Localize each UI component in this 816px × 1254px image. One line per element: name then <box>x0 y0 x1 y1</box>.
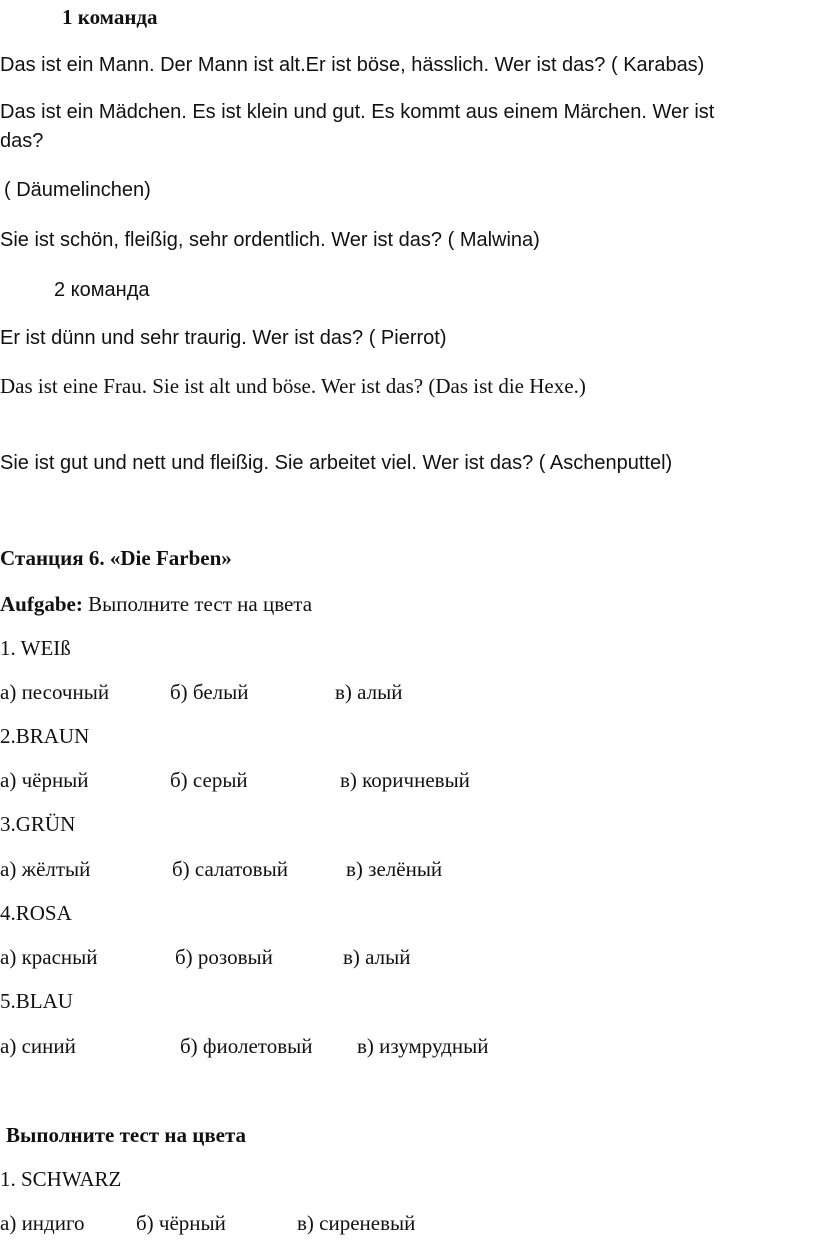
option-b: б) салатовый <box>172 857 288 881</box>
question-1: 1. WEIß <box>0 636 71 660</box>
task-label: Aufgabe: <box>0 592 83 616</box>
team1-riddle-2-line-1: Das ist ein Mädchen. Es ist klein und gut. Es kommt aus einem Märchen. Wer ist <box>0 101 715 123</box>
option-b: б) розовый <box>175 945 273 969</box>
option-c: в) сиреневый <box>297 1211 416 1235</box>
option-c: в) алый <box>343 945 411 969</box>
task-line <box>0 591 312 617</box>
team1-heading: 1 команда <box>62 5 158 29</box>
option-b: б) белый <box>170 680 249 704</box>
question-5: 5.BLAU <box>0 989 73 1013</box>
team2-riddle-1: Er ist dünn und sehr traurig. Wer ist das? ( Pierrot) <box>0 327 447 349</box>
option-a: а) жёлтый <box>0 857 91 881</box>
team2-heading: 2 команда <box>54 279 150 301</box>
team1-riddle-2-line-2: das? <box>0 130 44 152</box>
option-b: б) фиолетовый <box>180 1034 313 1058</box>
question-4: 4.ROSA <box>0 901 72 925</box>
station-title: Станция 6. «Die Farben» <box>0 546 232 570</box>
option-a: а) чёрный <box>0 768 89 792</box>
test2-heading: Выполните тест на цвета <box>6 1123 247 1147</box>
option-c: в) изумрудный <box>357 1034 489 1058</box>
task-text: Выполните тест на цвета <box>82 592 313 616</box>
option-b: б) чёрный <box>136 1211 226 1235</box>
option-b: б) серый <box>170 768 248 792</box>
team1-riddle-1: Das ist ein Mann. Der Mann ist alt.Er ist böse, hässlich. Wer ist das? ( Karabas) <box>0 54 705 76</box>
question-3: 3.GRÜN <box>0 812 76 836</box>
option-c: в) зелёный <box>346 857 443 881</box>
option-a: а) индиго <box>0 1211 85 1235</box>
test2-question-1: 1. SCHWARZ <box>0 1167 122 1191</box>
question-2: 2.BRAUN <box>0 724 90 748</box>
option-a: а) песочный <box>0 680 110 704</box>
option-c: в) алый <box>335 680 403 704</box>
option-c: в) коричневый <box>340 768 470 792</box>
team1-riddle-2-answer: ( Däumelinchen) <box>4 179 151 201</box>
option-a: а) синий <box>0 1034 76 1058</box>
option-a: а) красный <box>0 945 98 969</box>
team2-riddle-3: Sie ist gut und nett und fleißig. Sie arbeitet viel. Wer ist das? ( Aschenputtel) <box>0 452 673 474</box>
team2-riddle-2: Das ist eine Frau. Sie ist alt und böse. Wer ist das? (Das ist die Hexe.) <box>0 374 586 398</box>
team1-riddle-3: Sie ist schön, fleißig, sehr ordentlich. Wer ist das? ( Malwina) <box>0 229 540 251</box>
